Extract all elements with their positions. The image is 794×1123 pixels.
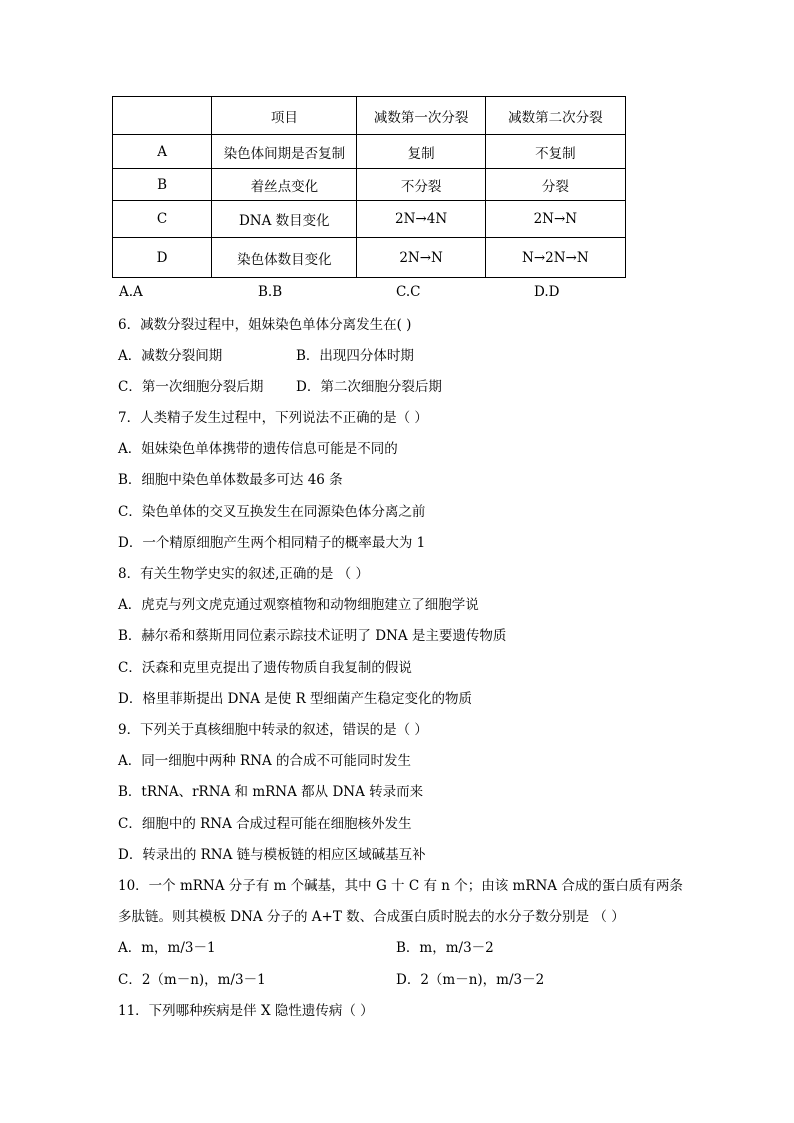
table-cell: B: [113, 169, 212, 201]
table-cell: 2N→N: [485, 201, 625, 238]
table-cell: 染色体数目变化: [212, 238, 357, 278]
table-row: [113, 238, 626, 278]
q8-option-b[interactable]: B．赫尔希和蔡斯用同位素示踪技术证明了 DNA 是主要遗传物质: [118, 628, 507, 644]
table-header-row: [113, 97, 626, 135]
table-cell: DNA 数目变化: [212, 201, 357, 238]
q7-option-b[interactable]: B．细胞中染色单体数最多可达 46 条: [118, 472, 343, 488]
q8-option-a[interactable]: A．虎克与列文虎克通过观察植物和动物细胞建立了细胞学说: [118, 597, 479, 613]
q11-stem: 11．下列哪种疾病是伴 X 隐性遗传病（ ）: [118, 1003, 374, 1019]
table-cell: D: [113, 238, 212, 278]
q5-option-b[interactable]: B.B: [258, 284, 283, 300]
table-cell: 着丝点变化: [212, 169, 357, 201]
q8-option-c[interactable]: C．沃森和克里克提出了遗传物质自我复制的假说: [118, 660, 412, 676]
q8-stem: 8．有关生物学史实的叙述,正确的是 （ ）: [118, 566, 369, 582]
q10-option-d[interactable]: D．2（m－n)，m/3－2: [396, 972, 545, 988]
q9-stem: 9．下列关于真核细胞中转录的叙述，错误的是（ ）: [118, 722, 428, 738]
table-header-cell: [113, 97, 212, 135]
table-cell: 2N→N: [357, 238, 485, 278]
q9-option-a[interactable]: A．同一细胞中两种 RNA 的合成不可能同时发生: [118, 753, 412, 769]
q6-stem: 6．减数分裂过程中，姐妹染色单体分离发生在( ): [118, 317, 412, 333]
q8-option-d[interactable]: D．格里菲斯提出 DNA 是使 R 型细菌产生稳定变化的物质: [118, 691, 473, 707]
table-cell: C: [113, 201, 212, 238]
q5-option-a[interactable]: A.A: [119, 284, 143, 300]
q7-stem: 7．人类精子发生过程中，下列说法不正确的是（ ）: [118, 410, 428, 426]
table-cell: N→2N→N: [485, 238, 625, 278]
table-cell: 不复制: [485, 135, 625, 169]
q9-option-c[interactable]: C．细胞中的 RNA 合成过程可能在细胞核外发生: [118, 816, 412, 832]
table-cell: 不分裂: [357, 169, 485, 201]
table-cell: 染色体间期是否复制: [212, 135, 357, 169]
q7-option-c[interactable]: C．染色单体的交叉互换发生在同源染色体分离之前: [118, 504, 426, 520]
table-cell: 分裂: [485, 169, 625, 201]
q5-option-c[interactable]: C.C: [396, 284, 421, 300]
q9-option-d[interactable]: D．转录出的 RNA 链与模板链的相应区域碱基互补: [118, 847, 426, 863]
q6-option-d[interactable]: D．第二次细胞分裂后期: [296, 379, 442, 395]
q10-option-a[interactable]: A．m，m/3－1: [118, 940, 216, 956]
q6-option-b[interactable]: B．出现四分体时期: [296, 348, 414, 364]
q5-option-d[interactable]: D.D: [534, 284, 560, 300]
q6-option-a[interactable]: A．减数分裂间期: [118, 348, 223, 364]
table-cell: A: [113, 135, 212, 169]
q10-option-b[interactable]: B．m，m/3－2: [396, 940, 494, 956]
table-header-cell: 减数第二次分裂: [485, 97, 625, 135]
table-header-cell: 减数第一次分裂: [357, 97, 485, 135]
q6-option-c[interactable]: C．第一次细胞分裂后期: [118, 379, 264, 395]
table-header-cell: 项目: [212, 97, 357, 135]
table-cell: 2N→4N: [357, 201, 485, 238]
q10-stem-line2: 多肽链。则其模板 DNA 分子的 A+T 数、合成蛋白质时脱去的水分子数分别是 （ ）: [118, 909, 625, 925]
q9-option-b[interactable]: B．tRNA、rRNA 和 mRNA 都从 DNA 转录而来: [118, 784, 424, 800]
table-row: [113, 201, 626, 238]
meiosis-comparison-table: [112, 96, 626, 278]
q7-option-a[interactable]: A．姐妹染色单体携带的遗传信息可能是不同的: [118, 441, 398, 457]
table-cell: 复制: [357, 135, 485, 169]
q7-option-d[interactable]: D．一个精原细胞产生两个相同精子的概率最大为 1: [118, 535, 426, 551]
table-row: [113, 135, 626, 169]
table-row: [113, 169, 626, 201]
q10-stem-line1: 10．一个 mRNA 分子有 m 个碱基，其中 G 十 C 有 n 个；由该 mRNA 合成的蛋白质有两条: [118, 878, 683, 894]
q10-option-c[interactable]: C．2（m－n)，m/3－1: [118, 972, 266, 988]
